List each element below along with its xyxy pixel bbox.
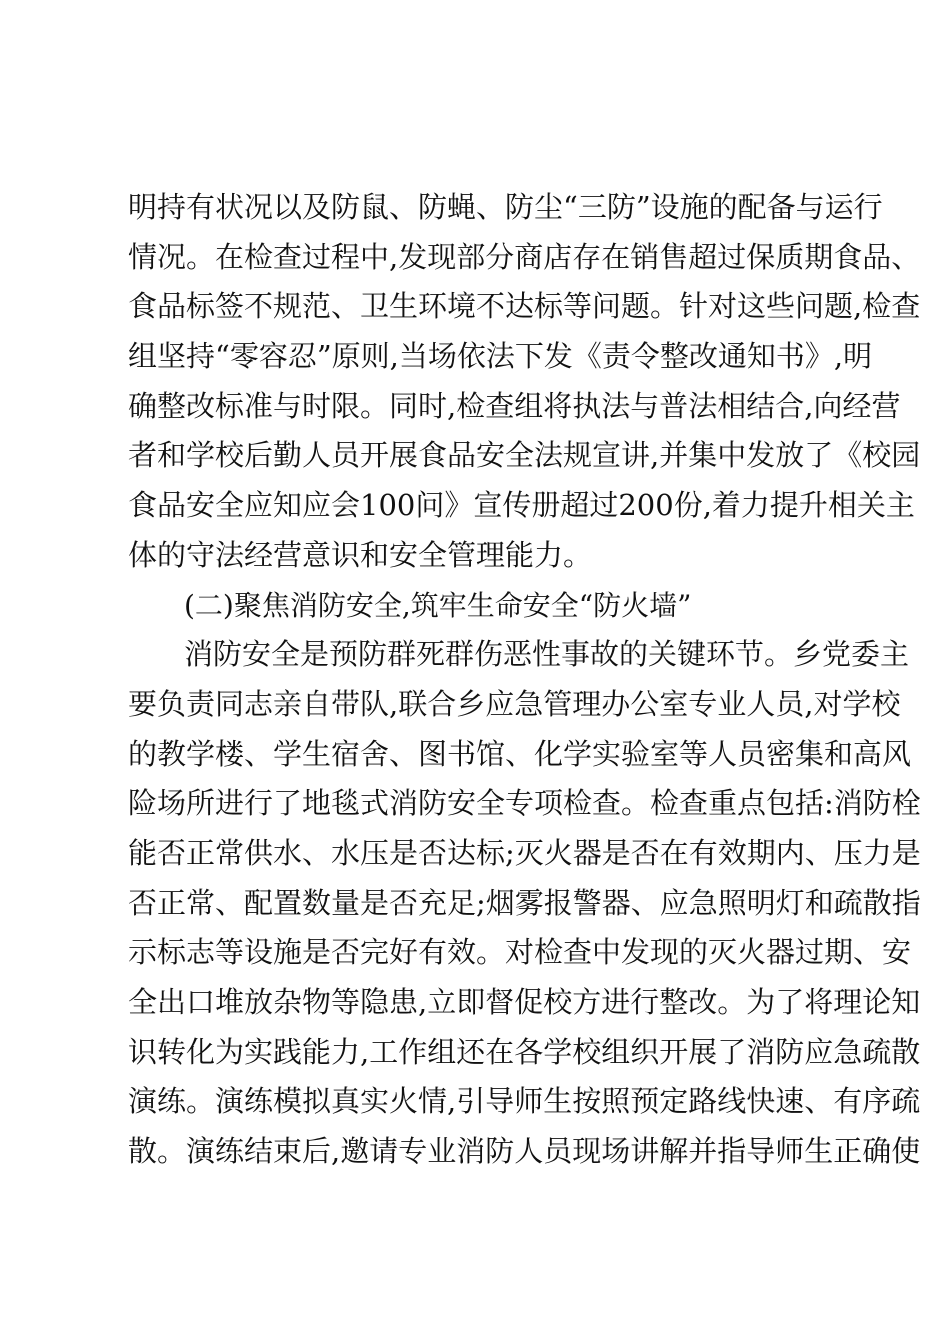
text-line: 食品标签不规范、卫生环境不达标等问题。针对这些问题,检查 (128, 289, 921, 324)
text-line: 全出口堆放杂物等隐患,立即督促校方进行整改。为了将理论知 (128, 985, 921, 1019)
text-line: 者和学校后勤人员开展食品安全法规宣讲,并集中发放了《校园 (128, 438, 921, 473)
text-line: 散。演练结束后,邀请专业消防人员现场讲解并指导师生正确使 (128, 1134, 921, 1169)
text-line: 确整改标准与时限。同时,检查组将执法与普法相结合,向经营 (128, 388, 901, 423)
text-line: 的教学楼、学生宿舍、图书馆、化学实验室等人员密集和高风 (128, 736, 912, 771)
text-line: 否正常、配置数量是否充足;烟雾报警器、应急照明灯和疏散指 (128, 885, 921, 920)
text-line: 食品安全应知应会100问》宣传册超过200份,着力提升相关主 (128, 488, 915, 523)
text-line: 要负责同志亲自带队,联合乡应急管理办公室专业人员,对学校 (128, 686, 901, 721)
paragraph-food-safety (128, 183, 921, 581)
text-line: 体的守法经营意识和安全管理能力。 (128, 537, 593, 572)
section-heading: (二)聚焦消防安全,筑牢生命安全“防火墙” (184, 588, 692, 622)
paragraph-fire-safety (128, 630, 921, 1177)
text-line: 险场所进行了地毯式消防安全专项检查。检查重点包括:消防栓 (128, 786, 921, 821)
text-line: 识转化为实践能力,工作组还在各学校组织开展了消防应急疏散 (128, 1034, 921, 1069)
document-page (128, 183, 921, 1177)
text-line: 消防安全是预防群死群伤恶性事故的关键环节。乡党委主 (184, 637, 910, 672)
text-line: 情况。在检查过程中,发现部分商店存在销售超过保质期食品、 (128, 239, 921, 274)
text-line: 示标志等设施是否完好有效。对检查中发现的灭火器过期、安 (128, 935, 912, 970)
text-line: 能否正常供水、水压是否达标;灭火器是否在有效期内、压力是 (128, 835, 921, 870)
text-line: 演练。演练模拟真实火情,引导师生按照预定路线快速、有序疏 (128, 1084, 921, 1119)
text-line: 组坚持“零容忍”原则,当场依法下发《责令整改通知书》,明 (128, 339, 873, 374)
text-line: 明持有状况以及防鼠、防蝇、防尘“三防”设施的配备与运行 (128, 190, 883, 224)
